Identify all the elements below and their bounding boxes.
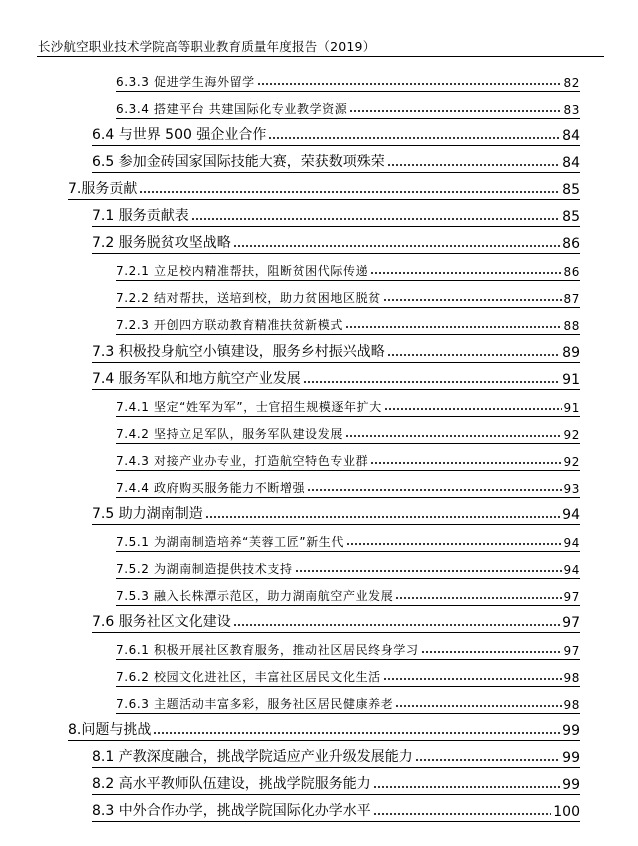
toc-entry-title: 立足校内精准帮扶，阻断贫困代际传递 (153, 264, 369, 279)
toc-entry-number: 7.4.2 (116, 426, 150, 441)
toc-entry-label (92, 800, 373, 821)
toc-entry-label (116, 533, 346, 551)
toc-entry-title: 对接产业办专业，打造航空特色专业群 (153, 453, 369, 468)
toc-entry[interactable] (116, 530, 580, 552)
toc-entry-leader (205, 514, 560, 520)
toc-entry-leader (268, 135, 560, 141)
toc-entry-page: 82 (563, 76, 580, 90)
toc-entry[interactable] (92, 503, 580, 525)
toc-entry-label (92, 205, 191, 226)
toc-entry-title: 坚定“姓军为军”，士官招生规模逐年扩大 (153, 399, 382, 414)
toc-entry[interactable] (92, 232, 580, 254)
toc-entry-page: 99 (562, 750, 580, 767)
toc-entry[interactable] (116, 557, 580, 579)
toc-entry-page: 97 (563, 644, 580, 659)
toc-entry-number: 6.5 (92, 154, 115, 171)
toc-entry-leader (370, 460, 561, 466)
toc-entry-page: 85 (562, 209, 580, 226)
toc-entry-title: 服务军队和地方航空产业发展 (118, 370, 301, 387)
toc-entry-title: 为湖南制造培养“芙蓉工匠”新生代 (153, 534, 345, 549)
toc-entry-number: 7.4.1 (116, 399, 150, 414)
toc-entry[interactable] (92, 368, 580, 390)
toc-entry-number: 7.2.3 (116, 318, 150, 333)
toc-entry-label (116, 641, 421, 659)
toc-entry[interactable] (116, 449, 580, 471)
toc-entry-number: 7.2.1 (116, 264, 150, 279)
toc-entry-number: 7.1 (92, 208, 115, 225)
toc-entry-title: 促进学生海外留学 (153, 75, 255, 89)
toc-entry-label (116, 398, 384, 416)
toc-entry-page: 99 (562, 777, 580, 794)
toc-entry-leader (345, 324, 562, 330)
toc-entry-number: 7.6.1 (116, 643, 150, 658)
toc-entry-leader (395, 703, 561, 709)
toc-entry-leader (346, 541, 562, 547)
toc-entry-title: 融入长株潭示范区，助力湖南航空产业发展 (153, 588, 394, 603)
toc-entry-page: 92 (563, 454, 580, 469)
toc-entry-leader (139, 189, 560, 195)
toc-entry-number: 7.4.3 (116, 453, 150, 468)
toc-entry-number: 7.2.2 (116, 291, 150, 306)
toc-entry-page: 91 (562, 371, 580, 388)
toc-entry-number: 7.6.2 (116, 670, 150, 685)
toc-entry-leader (307, 487, 561, 493)
toc-entry-page: 91 (563, 400, 580, 415)
toc-entry-page: 94 (562, 506, 580, 523)
toc-entry-page: 94 (563, 562, 580, 577)
toc-entry-label (116, 100, 349, 118)
toc-entry-number: 6.3.4 (116, 102, 150, 117)
toc-entry-label (116, 452, 370, 470)
toc-entry-number: 8.1 (92, 749, 115, 766)
toc-entry-page: 92 (563, 427, 580, 442)
toc-entry-label (92, 124, 268, 145)
toc-entry-page: 94 (563, 535, 580, 550)
toc-entry[interactable] (68, 719, 580, 741)
toc-entry-number: 6.4 (92, 127, 115, 144)
toc-entry-leader (387, 352, 560, 358)
toc-entry-page: 87 (563, 292, 580, 307)
toc-entry-label (116, 668, 383, 686)
toc-entry-label (116, 316, 345, 334)
toc-entry-title: 校园文化进社区，丰富社区居民文化生活 (153, 670, 381, 685)
toc-entry-leader (415, 757, 560, 763)
toc-entry-title: 政府购买服务能力不断增强 (153, 480, 306, 495)
toc-entry-title: 开创四方联动教育精准扶贫新模式 (153, 318, 343, 333)
toc-entry-number: 7.5 (92, 505, 115, 522)
toc-entry-leader (373, 784, 560, 790)
page-header: 长沙航空职业技术学院高等职业教育质量年度报告（2019） (38, 39, 376, 54)
toc-entry-label (92, 746, 415, 767)
toc-entry[interactable] (116, 97, 580, 119)
toc-entry-leader (153, 730, 560, 736)
toc-entry-label (92, 151, 387, 172)
toc-entry-page: 100 (553, 804, 580, 821)
toc-entry-number: 7.4 (92, 370, 115, 387)
toc-entry-title: 高水平教师队伍建设，挑战学院服务能力 (118, 776, 371, 793)
toc-entry-label (92, 773, 373, 794)
toc-entry-number: 6.3.3 (116, 75, 150, 89)
toc-entry[interactable] (116, 692, 580, 714)
toc-entry-leader (383, 676, 562, 682)
toc-entry-number: 7.5.3 (116, 588, 150, 603)
toc-entry[interactable] (116, 259, 580, 281)
toc-entry-number: 7.3 (92, 343, 115, 360)
toc-entry-number: 8. (68, 722, 82, 739)
toc-entry-number: 7.5.1 (116, 534, 150, 549)
toc-entry[interactable] (92, 341, 580, 363)
toc-entry-page: 84 (562, 128, 580, 145)
toc-entry-label (116, 695, 395, 713)
toc-entry-label (92, 611, 233, 632)
toc-entry-label (116, 289, 383, 307)
toc-entry-page: 89 (562, 344, 580, 361)
toc-entry-leader (233, 622, 560, 628)
toc-entry[interactable] (116, 70, 580, 92)
toc-entry-label (68, 719, 153, 740)
toc-entry-page: 98 (563, 671, 580, 686)
toc-entry-page: 98 (563, 698, 580, 713)
toc-entry-leader (387, 162, 560, 168)
toc-entry[interactable] (92, 773, 580, 795)
toc-entry[interactable] (116, 665, 580, 687)
toc-entry-page: 99 (562, 723, 580, 740)
toc-entry[interactable] (68, 178, 580, 200)
toc-entry[interactable] (92, 205, 580, 227)
toc-entry-leader (295, 568, 562, 574)
toc-entry-number: 8.2 (92, 776, 115, 793)
toc-entry-leader (349, 108, 561, 114)
toc-entry-number: 7.6 (92, 614, 115, 630)
toc-entry-leader (395, 595, 561, 601)
toc-entry-title: 与世界 500 强企业合作 (118, 127, 267, 144)
toc-entry-title: 坚持立足军队，服务军队建设发展 (153, 426, 343, 441)
toc-entry-title: 为湖南制造提供技术支持 (153, 561, 293, 576)
toc-entry-label (116, 560, 295, 578)
toc-entry-label (116, 587, 395, 605)
toc-entry[interactable] (92, 611, 580, 633)
toc-entry-label (92, 368, 303, 389)
toc-entry-label (116, 73, 257, 91)
toc-entry-leader (370, 270, 561, 276)
header-rule (37, 56, 604, 57)
toc-entry-page: 97 (563, 589, 580, 604)
toc-entry-page: 86 (563, 265, 580, 280)
toc-entry[interactable] (92, 800, 580, 822)
toc-entry-leader (303, 379, 560, 385)
toc-entry-number: 7.5.2 (116, 561, 150, 576)
toc-entry-title: 服务贡献表 (118, 208, 189, 225)
toc-entry-title: 积极开展社区教育服务，推动社区居民终身学习 (153, 643, 419, 658)
toc-entry-label (116, 262, 370, 280)
toc-entry-label (68, 178, 139, 199)
toc-entry-title: 积极投身航空小镇建设，服务乡村振兴战略 (118, 343, 385, 360)
toc-entry-title: 结对帮扶，送培到校，助力贫困地区脱贫 (153, 291, 381, 306)
toc-entry[interactable] (116, 422, 580, 444)
toc-entry[interactable] (116, 395, 580, 417)
toc-entry-page: 85 (562, 182, 580, 199)
toc-entry-number: 7.2 (92, 235, 115, 252)
toc-entry-title: 服务脱贫攻坚战略 (118, 235, 231, 252)
toc-entry[interactable] (116, 286, 580, 308)
toc-entry-leader (383, 297, 562, 303)
toc-entry-title: 服务社区文化建设 (118, 614, 231, 630)
toc-entry-label (92, 503, 205, 524)
toc-entry-leader (373, 811, 552, 817)
toc-entry-number: 7.6.3 (116, 697, 150, 712)
toc-entry-page: 83 (563, 103, 580, 118)
toc-entry-number: 7.4.4 (116, 480, 150, 495)
toc-entry-title: 助力湖南制造 (118, 505, 203, 522)
toc-entry[interactable] (92, 151, 580, 173)
toc-entry-page: 88 (563, 319, 580, 334)
toc-entry-label (116, 425, 345, 443)
toc-entry-page: 86 (562, 236, 580, 253)
toc-entry[interactable] (116, 313, 580, 335)
toc-entry[interactable] (92, 746, 580, 768)
toc-entry[interactable] (92, 124, 580, 146)
toc-entry-title: 产教深度融合，挑战学院适应产业升级发展能力 (118, 749, 413, 766)
toc-entry-number: 8.3 (92, 803, 115, 820)
toc-entry-leader (233, 243, 560, 249)
toc-entry-leader (421, 649, 562, 655)
toc-entry-leader (257, 81, 562, 87)
toc-entry-title: 参加金砖国家国际技能大赛，荣获数项殊荣 (118, 154, 385, 171)
toc-entry[interactable] (116, 638, 580, 660)
toc-entry-page: 93 (563, 481, 580, 496)
toc-entry-number: 7. (68, 181, 82, 198)
toc-entry[interactable] (116, 584, 580, 606)
toc-entry-title: 服务贡献 (81, 181, 138, 198)
toc-entry-title: 中外合作办学，挑战学院国际化办学水平 (118, 803, 371, 820)
toc-entry-page: 97 (562, 615, 580, 631)
toc-entry[interactable] (116, 476, 580, 498)
toc-entry-leader (384, 406, 562, 412)
toc-entry-leader (345, 433, 562, 439)
toc-entry-title: 搭建平台 共建国际化专业教学资源 (153, 102, 348, 117)
toc-entry-leader (191, 216, 560, 222)
toc-entry-page: 84 (562, 155, 580, 172)
toc-entry-title: 主题活动丰富多彩，服务社区居民健康养老 (153, 697, 394, 712)
toc-entry-label (116, 479, 307, 497)
toc-entry-title: 问题与挑战 (81, 722, 152, 739)
toc-entry-label (92, 341, 387, 362)
toc-entry-label (92, 232, 233, 253)
